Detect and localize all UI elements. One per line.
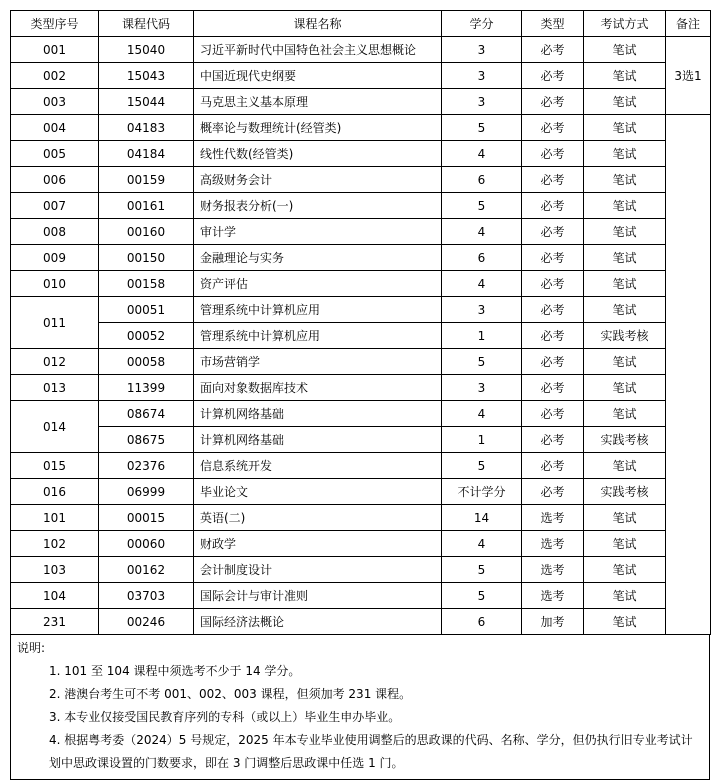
cell-credit: 4 [442, 219, 522, 245]
cell-seq: 013 [11, 375, 99, 401]
cell-credit: 不计学分 [442, 479, 522, 505]
cell-type: 选考 [522, 505, 584, 531]
cell-seq: 009 [11, 245, 99, 271]
cell-code: 11399 [99, 375, 194, 401]
table-row [11, 505, 711, 531]
table-row [11, 245, 711, 271]
cell-credit: 4 [442, 271, 522, 297]
cell-seq: 005 [11, 141, 99, 167]
course-table [10, 10, 711, 635]
cell-exam: 笔试 [584, 453, 666, 479]
cell-credit: 3 [442, 375, 522, 401]
cell-exam: 笔试 [584, 115, 666, 141]
cell-type: 选考 [522, 531, 584, 557]
cell-type: 选考 [522, 557, 584, 583]
cell-type: 必考 [522, 271, 584, 297]
note-item: 1. 101 至 104 课程中须选考不少于 14 学分。 [49, 664, 301, 678]
cell-name: 会计制度设计 [194, 557, 442, 583]
cell-seq: 104 [11, 583, 99, 609]
cell-name: 概率论与数理统计(经管类) [194, 115, 442, 141]
cell-seq: 101 [11, 505, 99, 531]
table-row [11, 89, 711, 115]
cell-code: 04183 [99, 115, 194, 141]
cell-type: 必考 [522, 349, 584, 375]
cell-name: 金融理论与实务 [194, 245, 442, 271]
cell-seq: 014 [11, 401, 99, 453]
cell-name: 面向对象数据库技术 [194, 375, 442, 401]
cell-name: 财务报表分析(一) [194, 193, 442, 219]
cell-credit: 5 [442, 115, 522, 141]
cell-code: 06999 [99, 479, 194, 505]
cell-exam: 笔试 [584, 557, 666, 583]
cell-type: 必考 [522, 245, 584, 271]
cell-exam: 实践考核 [584, 427, 666, 453]
notes-section [10, 635, 710, 780]
cell-credit: 4 [442, 141, 522, 167]
cell-credit: 1 [442, 323, 522, 349]
cell-type: 选考 [522, 583, 584, 609]
cell-exam: 笔试 [584, 193, 666, 219]
cell-code: 00246 [99, 609, 194, 635]
cell-exam: 笔试 [584, 37, 666, 63]
cell-code: 00158 [99, 271, 194, 297]
cell-exam: 笔试 [584, 245, 666, 271]
cell-type: 必考 [522, 219, 584, 245]
cell-name: 马克思主义基本原理 [194, 89, 442, 115]
table-row [11, 609, 711, 635]
cell-exam: 笔试 [584, 271, 666, 297]
cell-type: 加考 [522, 609, 584, 635]
cell-exam: 笔试 [584, 89, 666, 115]
cell-type: 必考 [522, 427, 584, 453]
cell-credit: 3 [442, 89, 522, 115]
table-row [11, 401, 711, 427]
cell-seq: 010 [11, 271, 99, 297]
cell-name: 财政学 [194, 531, 442, 557]
table-row [11, 375, 711, 401]
cell-code: 00060 [99, 531, 194, 557]
cell-code: 00159 [99, 167, 194, 193]
cell-name: 线性代数(经管类) [194, 141, 442, 167]
cell-credit: 5 [442, 557, 522, 583]
cell-exam: 笔试 [584, 63, 666, 89]
header-remark: 备注 [666, 11, 711, 37]
header-type: 类型 [522, 11, 584, 37]
remark-empty-cell [666, 115, 711, 635]
cell-exam: 笔试 [584, 167, 666, 193]
cell-name: 毕业论文 [194, 479, 442, 505]
note-item: 4. 根据粤考委（2024）5 号规定，2025 年本专业毕业使用调整后的思政课的代码、名称、学分，但仍执行旧专业考试计划中思政课设置的门数要求，即在 3 门调整后思政课中任选 1 门。 [49, 733, 693, 770]
cell-type: 必考 [522, 193, 584, 219]
cell-credit: 3 [442, 297, 522, 323]
cell-name: 国际经济法概论 [194, 609, 442, 635]
table-row [11, 557, 711, 583]
cell-exam: 实践考核 [584, 479, 666, 505]
cell-name: 中国近现代史纲要 [194, 63, 442, 89]
cell-code: 00058 [99, 349, 194, 375]
note-item: 3. 本专业仅接受国民教育序列的专科（或以上）毕业生申办毕业。 [49, 710, 401, 724]
cell-name: 资产评估 [194, 271, 442, 297]
cell-code: 15044 [99, 89, 194, 115]
table-row [11, 479, 711, 505]
table-row [11, 63, 711, 89]
cell-seq: 103 [11, 557, 99, 583]
cell-type: 必考 [522, 479, 584, 505]
cell-type: 必考 [522, 115, 584, 141]
cell-credit: 6 [442, 245, 522, 271]
cell-type: 必考 [522, 141, 584, 167]
cell-name: 审计学 [194, 219, 442, 245]
table-row [11, 37, 711, 63]
cell-seq: 015 [11, 453, 99, 479]
table-row [11, 323, 711, 349]
table-row [11, 167, 711, 193]
cell-code: 04184 [99, 141, 194, 167]
cell-name: 计算机网络基础 [194, 427, 442, 453]
cell-credit: 3 [442, 37, 522, 63]
table-row [11, 193, 711, 219]
cell-name: 信息系统开发 [194, 453, 442, 479]
cell-code: 00162 [99, 557, 194, 583]
cell-name: 国际会计与审计准则 [194, 583, 442, 609]
cell-credit: 5 [442, 453, 522, 479]
cell-code: 00150 [99, 245, 194, 271]
cell-code: 03703 [99, 583, 194, 609]
cell-exam: 笔试 [584, 297, 666, 323]
cell-seq: 102 [11, 531, 99, 557]
cell-type: 必考 [522, 401, 584, 427]
table-row [11, 297, 711, 323]
cell-code: 00015 [99, 505, 194, 531]
cell-type: 必考 [522, 89, 584, 115]
cell-name: 英语(二) [194, 505, 442, 531]
cell-type: 必考 [522, 453, 584, 479]
cell-credit: 5 [442, 349, 522, 375]
cell-name: 管理系统中计算机应用 [194, 297, 442, 323]
cell-name: 市场营销学 [194, 349, 442, 375]
cell-type: 必考 [522, 323, 584, 349]
curriculum-document [10, 10, 710, 780]
cell-code: 00160 [99, 219, 194, 245]
cell-exam: 笔试 [584, 609, 666, 635]
cell-seq: 012 [11, 349, 99, 375]
cell-credit: 1 [442, 427, 522, 453]
cell-credit: 4 [442, 401, 522, 427]
cell-name: 管理系统中计算机应用 [194, 323, 442, 349]
header-code: 课程代码 [99, 11, 194, 37]
cell-type: 必考 [522, 375, 584, 401]
header-exam: 考试方式 [584, 11, 666, 37]
cell-exam: 笔试 [584, 401, 666, 427]
cell-code: 15040 [99, 37, 194, 63]
cell-code: 08674 [99, 401, 194, 427]
cell-seq: 016 [11, 479, 99, 505]
cell-type: 必考 [522, 63, 584, 89]
cell-seq: 002 [11, 63, 99, 89]
cell-exam: 笔试 [584, 583, 666, 609]
cell-credit: 4 [442, 531, 522, 557]
table-row [11, 531, 711, 557]
cell-name: 习近平新时代中国特色社会主义思想概论 [194, 37, 442, 63]
cell-seq: 006 [11, 167, 99, 193]
header-name: 课程名称 [194, 11, 442, 37]
cell-seq: 011 [11, 297, 99, 349]
cell-exam: 笔试 [584, 375, 666, 401]
cell-exam: 笔试 [584, 141, 666, 167]
cell-type: 必考 [522, 37, 584, 63]
cell-seq: 003 [11, 89, 99, 115]
header-seq: 类型序号 [11, 11, 99, 37]
cell-code: 00161 [99, 193, 194, 219]
cell-code: 00052 [99, 323, 194, 349]
cell-name: 高级财务会计 [194, 167, 442, 193]
cell-seq: 008 [11, 219, 99, 245]
cell-code: 08675 [99, 427, 194, 453]
cell-credit: 5 [442, 583, 522, 609]
table-row [11, 453, 711, 479]
cell-name: 计算机网络基础 [194, 401, 442, 427]
cell-code: 00051 [99, 297, 194, 323]
cell-exam: 笔试 [584, 349, 666, 375]
note-item: 2. 港澳台考生可不考 001、002、003 课程，但须加考 231 课程。 [49, 687, 412, 701]
cell-credit: 3 [442, 63, 522, 89]
cell-code: 02376 [99, 453, 194, 479]
cell-seq: 004 [11, 115, 99, 141]
cell-credit: 14 [442, 505, 522, 531]
cell-credit: 6 [442, 167, 522, 193]
table-row [11, 219, 711, 245]
table-row [11, 115, 711, 141]
table-row [11, 427, 711, 453]
table-row [11, 271, 711, 297]
remark-group-cell: 3选1 [666, 37, 711, 115]
notes-title: 说明: [17, 641, 46, 655]
cell-exam: 笔试 [584, 505, 666, 531]
cell-seq: 001 [11, 37, 99, 63]
cell-seq: 231 [11, 609, 99, 635]
cell-credit: 5 [442, 193, 522, 219]
table-row [11, 141, 711, 167]
table-row [11, 583, 711, 609]
cell-exam: 笔试 [584, 531, 666, 557]
cell-seq: 007 [11, 193, 99, 219]
cell-code: 15043 [99, 63, 194, 89]
header-credit: 学分 [442, 11, 522, 37]
cell-exam: 实践考核 [584, 323, 666, 349]
cell-exam: 笔试 [584, 219, 666, 245]
cell-type: 必考 [522, 297, 584, 323]
table-header-row [11, 11, 711, 37]
cell-type: 必考 [522, 167, 584, 193]
cell-credit: 6 [442, 609, 522, 635]
table-row [11, 349, 711, 375]
